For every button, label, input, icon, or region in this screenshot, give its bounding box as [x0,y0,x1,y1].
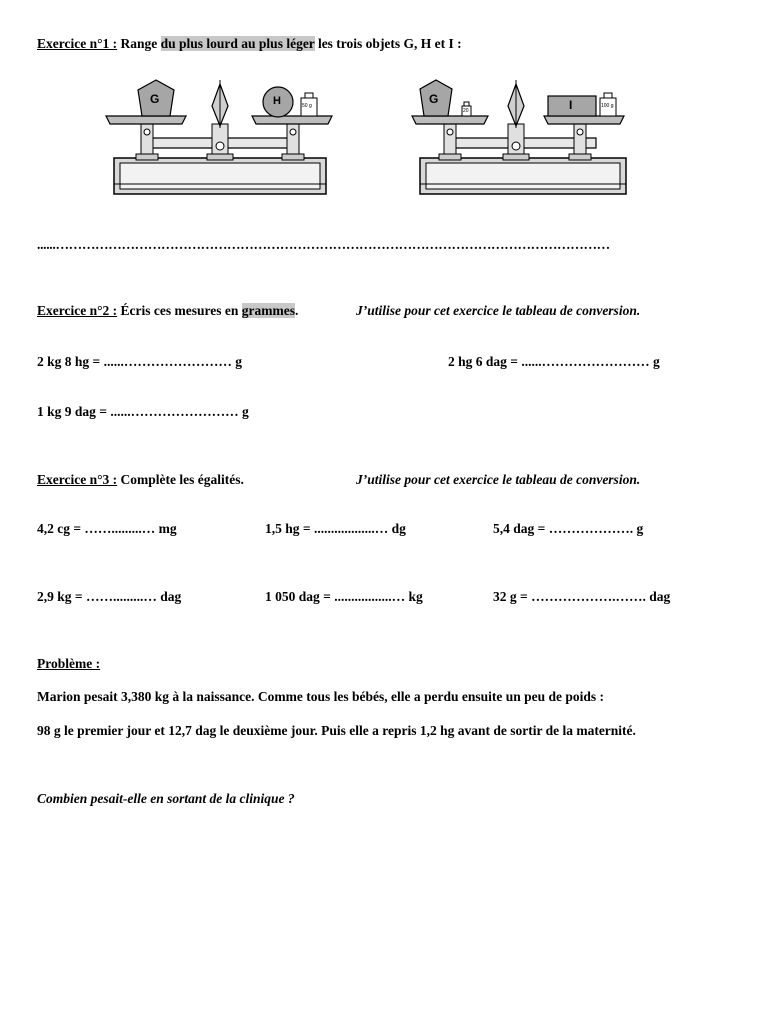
problem-line-2: 98 g le premier jour et 12,7 dag le deuxième jour. Puis elle a repris 1,2 hg avant de sortir de la maternité. [37,723,636,738]
ex2-text-before: Écris ces mesures en [117,303,242,318]
ex3-item-6: 32 g = ……………….……. dag [493,589,671,604]
object-g-label: G [150,92,160,106]
ex3-label: Exercice n°3 : [37,472,118,487]
ex3-item-5: 1 050 dag = .................… kg [265,589,423,604]
object-i-label: I [569,98,573,112]
ex3-item-3: 5,4 dag = ………………. g [493,521,644,536]
ex1-text-after: les trois objets G, H et I : [314,36,462,51]
object-h-label: H [273,95,281,107]
weight-100g-label: 100 g [601,103,614,109]
weight-20-label: 20 [463,108,469,114]
weight-50g-label: 50 g [302,103,312,109]
ex3-item-4: 2,9 kg = …….........… dag [37,589,182,604]
ex2-label: Exercice n°2 : [37,303,118,318]
ex2-item-1: 2 kg 8 hg = ......…………………… g [37,354,242,369]
ex2-item-3: 1 kg 9 dag = ......…………………… g [37,404,249,419]
ex2-instruction [37,303,298,319]
problem-label: Problème : [37,656,101,671]
ex1-answer-line: ......……………………………………………………………………………………………………………… [37,237,610,252]
ex1-label: Exercice n°1 : [37,36,118,51]
ex3-item-2: 1,5 hg = ..................… dg [265,521,406,536]
ex3-text: Complète les égalités. [117,472,244,487]
ex1-instruction [37,36,462,52]
problem-question: Combien pesait-elle en sortant de la clinique ? [37,791,295,806]
ex3-note: J’utilise pour cet exercice le tableau de conversion. [356,472,641,487]
balance-scale-2 [410,76,634,198]
ex2-note: J’utilise pour cet exercice le tableau de conversion. [356,303,641,318]
problem-line-1: Marion pesait 3,380 kg à la naissance. Comme tous les bébés, elle a perdu ensuite un peu de poids : [37,689,605,704]
object-g-label-2: G [429,92,439,106]
ex1-text-before: Range [120,36,161,51]
ex1-highlight: du plus lourd au plus léger [160,36,315,51]
ex3-instruction [37,472,244,488]
ex2-item-2: 2 hg 6 dag = ......…………………… g [448,354,660,369]
ex2-text-after: . [294,303,299,318]
balance-scale-1 [104,76,334,198]
ex3-item-1: 4,2 cg = …….........… mg [37,521,177,536]
ex2-highlight: grammes [241,303,295,318]
